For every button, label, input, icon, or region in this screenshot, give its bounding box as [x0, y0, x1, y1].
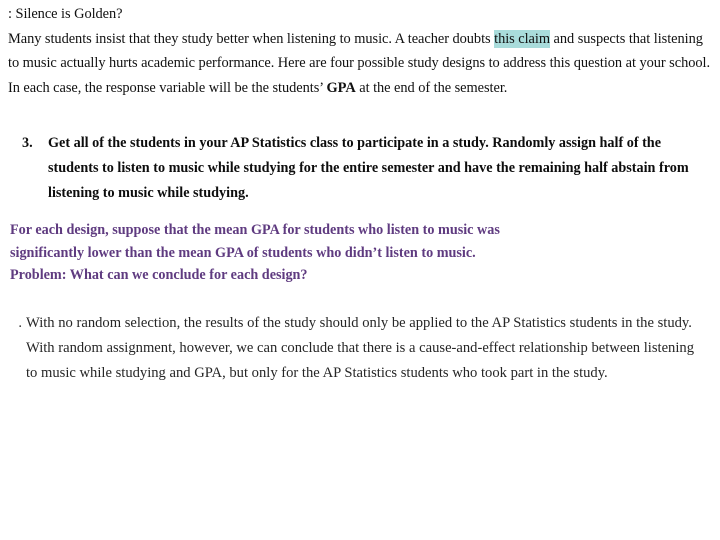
answer-block [0, 311, 712, 387]
answer-marker: . [18, 315, 22, 331]
answer-text: With no random selection, the results of the study should only be applied to the AP Statistics students in the study. With random assignment, however, we can conclude that there is a cause-and-effect relationship between listening to music while studying and GPA, but only for the AP Statistics students who took part in the study. [26, 315, 695, 382]
slide-title: : Silence is Golden? [8, 6, 123, 22]
numbered-list-item-3 [22, 131, 700, 205]
intro-text-segment-3: at the end of the semester. [355, 79, 508, 96]
intro-paragraph [8, 27, 714, 101]
list-marker: 3. [22, 135, 33, 151]
intro-text-block [8, 2, 714, 100]
gpa-term: GPA [326, 79, 356, 96]
prompt-line-2: significantly lower than the mean GPA of students who didn’t listen to music. [10, 244, 476, 261]
problem-prompt-block [10, 219, 700, 287]
prompt-line-1: For each design, suppose that the mean GPA for students who listen to music was [10, 222, 500, 238]
highlighted-phrase: this claim [494, 30, 550, 47]
list-item-text: Get all of the students in your AP Statistics class to participate in a study. Randomly assign half of the students to listen to music while studying for the entire semester and have the remaining half abstain from listening to music while studying. [48, 135, 689, 201]
intro-text-segment-2: and suspects that listening to music actually hurts academic performance. Here are four possible study designs to address this question at your school. In each case, the response variable will be the students’ [8, 30, 710, 96]
intro-text-segment-1: Many students insist that they study better when listening to music. A teacher doubts [8, 30, 495, 47]
prompt-line-3: Problem: What can we conclude for each design? [10, 267, 308, 284]
